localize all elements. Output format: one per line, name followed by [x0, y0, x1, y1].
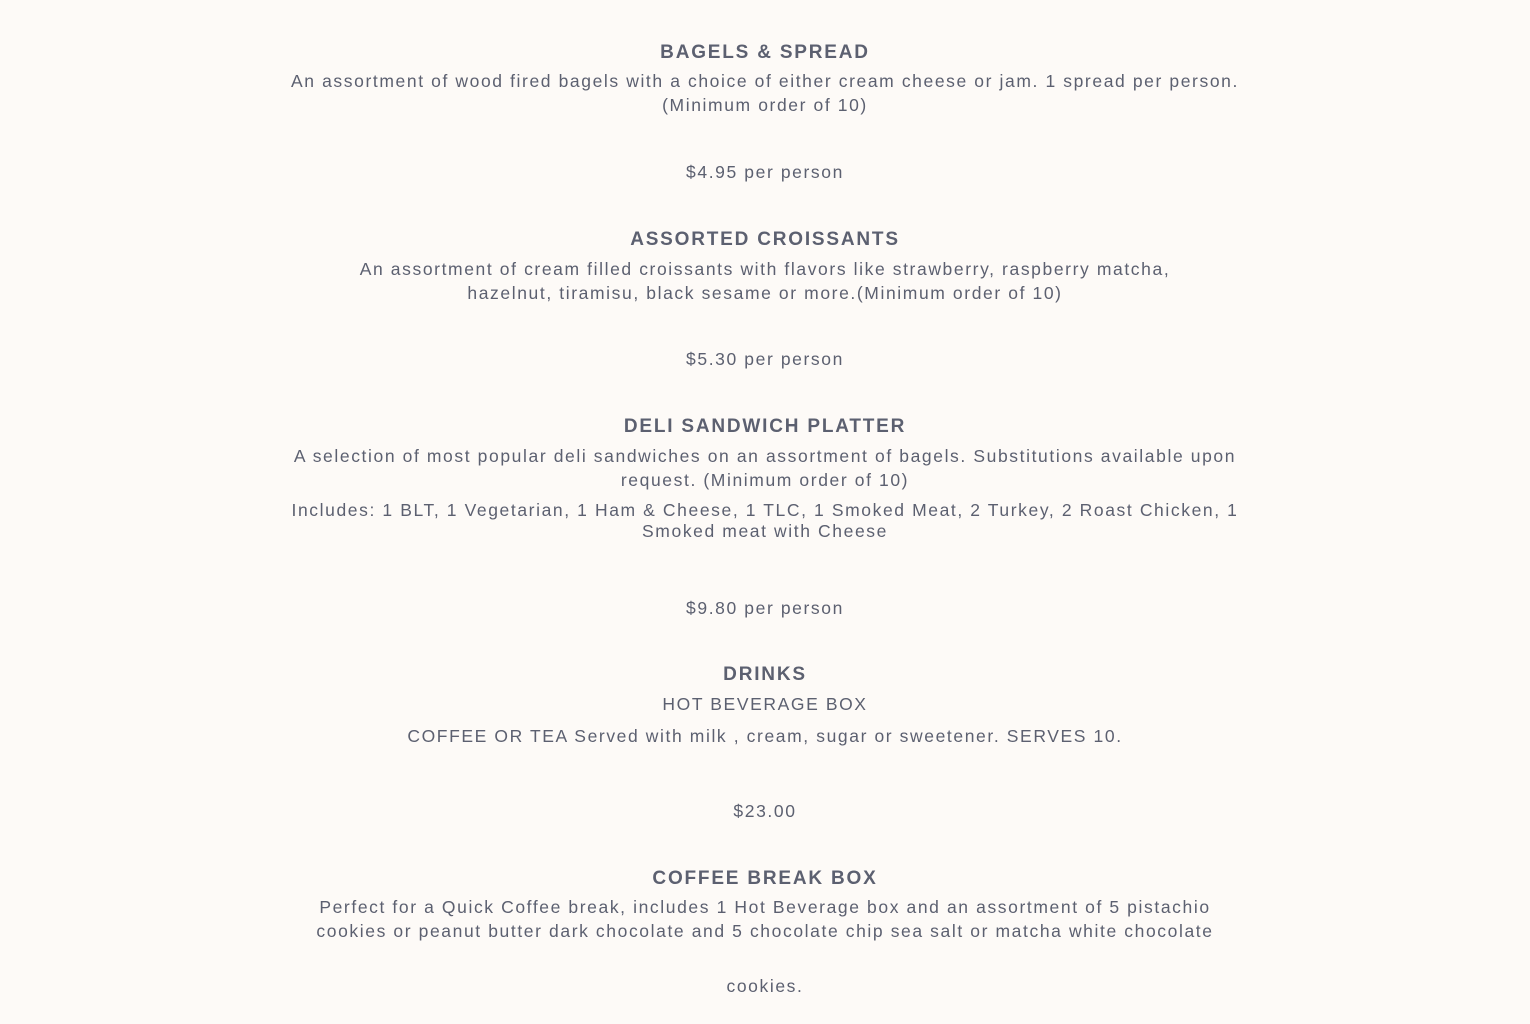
coffee-break-description-end: cookies. — [726, 976, 804, 996]
drinks-title: DRINKS — [723, 664, 807, 685]
deli-description: A selection of most popular deli sandwiches on an assortment of bagels. Substitutions available upon request. (Minimum order of 10) — [293, 446, 1237, 490]
bagels-title: BAGELS & SPREAD — [660, 42, 870, 63]
drinks-description: COFFEE OR TEA Served with milk , cream, sugar or sweetener. SERVES 10. — [407, 726, 1123, 746]
drinks-price: $23.00 — [733, 801, 797, 821]
deli-includes: Includes: 1 BLT, 1 Vegetarian, 1 Ham & Cheese, 1 TLC, 1 Smoked Meat, 2 Turkey, 2 Roast Chicken, 1 Smoked meat with Cheese — [291, 500, 1239, 541]
bagels-description: An assortment of wood fired bagels with a choice of either cream cheese or jam. 1 spread per person. (Minimum order of 10) — [291, 71, 1239, 115]
croissants-price: $5.30 per person — [686, 349, 844, 369]
coffee-break-description: Perfect for a Quick Coffee break, includes 1 Hot Beverage box and an assortment of 5 pistachio cookies or peanut butter dark chocolate and 5 chocolate chip sea salt or matcha white chocolate — [316, 897, 1214, 941]
drinks-subtitle: HOT BEVERAGE BOX — [662, 694, 868, 714]
croissants-title: ASSORTED CROISSANTS — [630, 229, 900, 250]
coffee-break-title: COFFEE BREAK BOX — [652, 868, 878, 889]
bagels-price: $4.95 per person — [686, 162, 844, 182]
deli-price: $9.80 per person — [686, 598, 844, 618]
croissants-description: An assortment of cream filled croissants with flavors like strawberry, raspberry matcha, hazelnut, tiramisu, black sesame or more.(Minimum order of 10) — [359, 259, 1171, 303]
deli-title: DELI SANDWICH PLATTER — [623, 416, 907, 437]
